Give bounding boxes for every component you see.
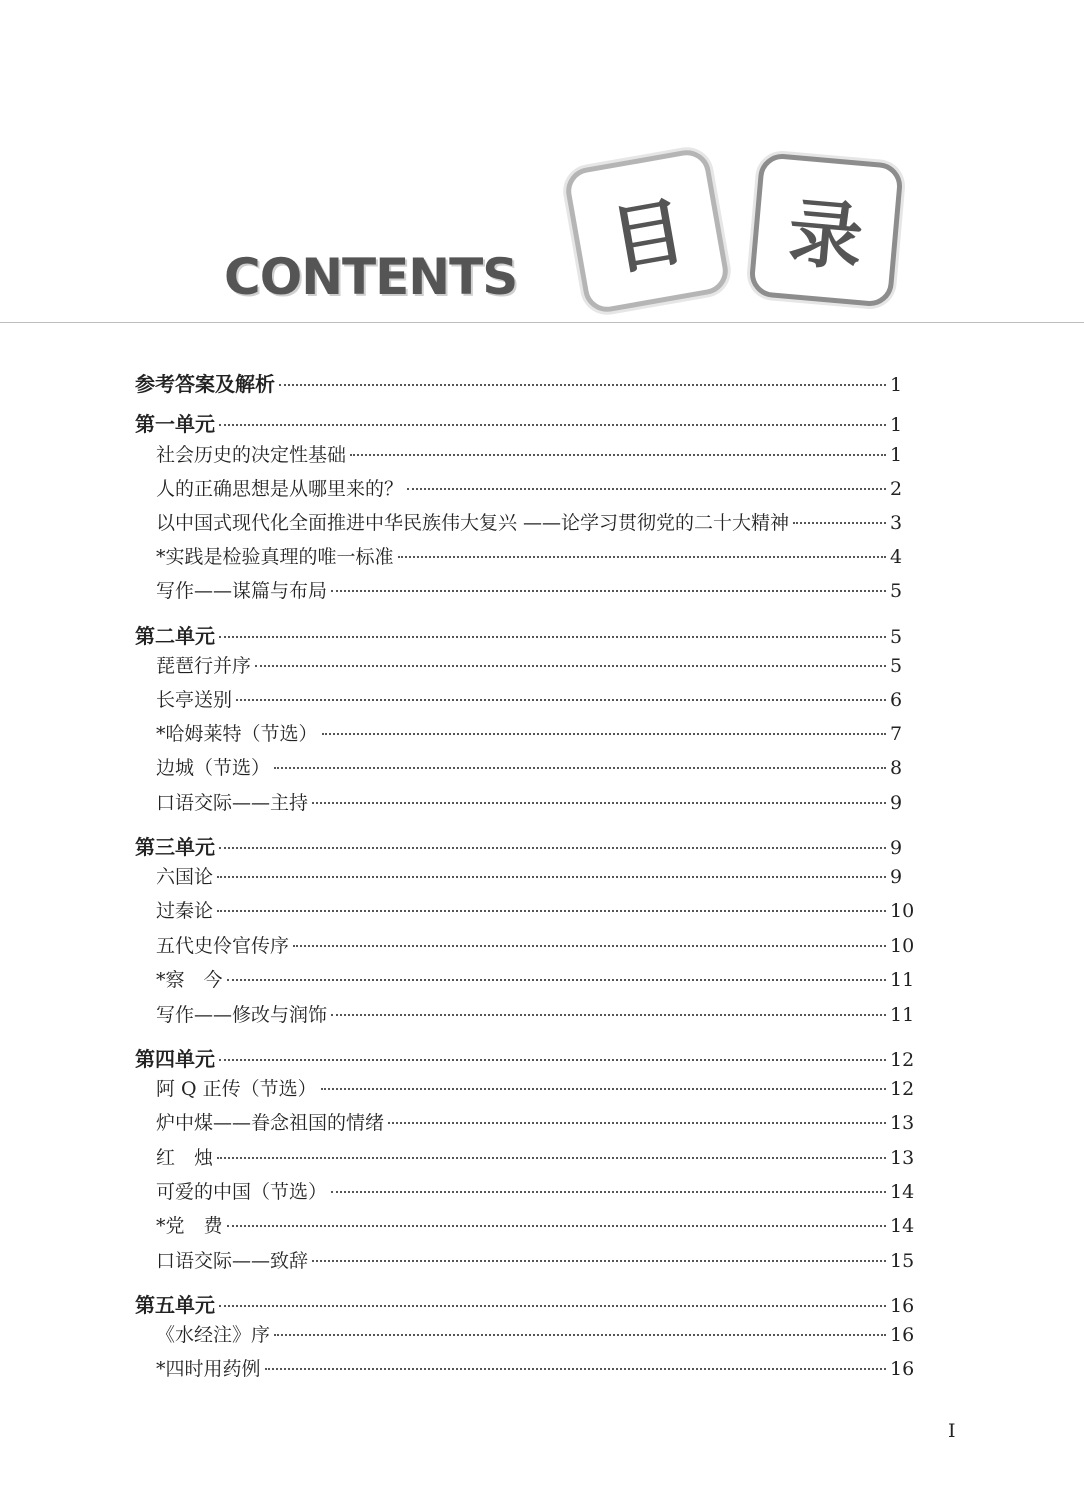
toc-entry-title: 口语交际——主持 — [156, 792, 309, 814]
toc-entry-row — [0, 508, 1084, 535]
toc-entry-title: *实践是检验真理的唯一标准 — [156, 546, 394, 568]
dot-leader — [219, 424, 886, 426]
toc-entry-title: *党 费 — [156, 1215, 223, 1237]
toc-entry-row — [0, 440, 1084, 467]
toc-entry-row — [0, 1074, 1084, 1101]
dot-leader — [217, 910, 886, 912]
toc-entry-title: 写作——修改与润饰 — [156, 1004, 328, 1026]
toc-page-number: 4 — [890, 546, 903, 568]
toc-page-number: 9 — [890, 837, 903, 859]
dot-leader — [793, 522, 886, 524]
dot-leader — [236, 699, 886, 701]
dot-leader — [217, 876, 886, 878]
dot-leader — [388, 1122, 886, 1124]
page-number: I — [948, 1420, 956, 1442]
dot-leader — [227, 1225, 886, 1227]
toc-page-number: 5 — [890, 655, 903, 677]
toc-entry-title: *察 今 — [156, 969, 223, 991]
toc-entry-row — [0, 788, 1084, 815]
toc-entry-row — [0, 474, 1084, 501]
toc-entry-row — [0, 862, 1084, 889]
dot-leader — [219, 1059, 886, 1061]
toc-entry-row — [0, 542, 1084, 569]
dot-leader — [407, 488, 886, 490]
toc-entry-row — [0, 753, 1084, 780]
toc-entry-row — [0, 1177, 1084, 1204]
toc-entry-title: 社会历史的决定性基础 — [156, 444, 347, 466]
dot-leader — [331, 1191, 886, 1193]
dot-leader — [331, 1014, 886, 1016]
toc-page-number: 3 — [890, 512, 903, 534]
toc-page-number: 11 — [890, 1004, 915, 1026]
toc-unit-row — [0, 620, 1084, 649]
toc-unit-row — [0, 1043, 1084, 1072]
toc-page-number: 9 — [890, 866, 903, 888]
toc-entry-row — [0, 685, 1084, 712]
toc-page-number: 16 — [890, 1358, 915, 1380]
toc-entry-title: 六国论 — [156, 866, 214, 888]
toc-page-number: 2 — [890, 478, 903, 500]
title-char-tile-1: 目 — [562, 146, 731, 315]
toc-page-number: 12 — [890, 1049, 915, 1071]
toc-entry-title: 口语交际——致辞 — [156, 1250, 309, 1272]
toc-page-number: 1 — [890, 414, 903, 436]
toc-page-number: 13 — [890, 1147, 915, 1169]
toc-entry-row — [0, 1354, 1084, 1381]
toc-entry-title: 《水经注》序 — [156, 1324, 271, 1346]
toc-page-number: 9 — [890, 792, 903, 814]
dot-leader — [322, 733, 886, 735]
toc-entry-row — [0, 965, 1084, 992]
toc-unit-title: 第二单元 — [135, 624, 215, 648]
dot-leader — [227, 979, 886, 981]
header-divider — [0, 322, 1084, 323]
toc-entry-title: *哈姆莱特（节选） — [156, 723, 318, 745]
toc-page-number: 6 — [890, 689, 903, 711]
toc-page-number: 11 — [890, 969, 915, 991]
toc-entry-title: 琵琶行并序 — [156, 655, 252, 677]
dot-leader — [265, 1368, 886, 1370]
toc-page-number: 8 — [890, 757, 903, 779]
dot-leader — [274, 767, 886, 769]
toc-entry-title: 阿 Q 正传（节选） — [156, 1078, 317, 1100]
toc-page-number: 15 — [890, 1250, 915, 1272]
toc-unit-row — [0, 1289, 1084, 1318]
toc-entry-row — [0, 576, 1084, 603]
toc-entry-row — [0, 931, 1084, 958]
toc-page-number: 10 — [890, 935, 915, 957]
toc-entry-row — [0, 651, 1084, 678]
toc-entry-row — [0, 1320, 1084, 1347]
toc-entry-title: 可爱的中国（节选） — [156, 1181, 328, 1203]
dot-leader — [350, 454, 886, 456]
toc-entry-row — [0, 1000, 1084, 1027]
dot-leader — [219, 1305, 886, 1307]
toc-unit-title: 第四单元 — [135, 1047, 215, 1071]
toc-entry-row — [0, 896, 1084, 923]
toc-entry-row — [0, 1246, 1084, 1273]
dot-leader — [279, 384, 886, 386]
toc-unit-title: 第五单元 — [135, 1293, 215, 1317]
title-char-tile-2: 录 — [748, 152, 904, 308]
dot-leader — [217, 1157, 886, 1159]
dot-leader — [219, 636, 886, 638]
toc-page-number: 16 — [890, 1295, 915, 1317]
toc-page-number: 14 — [890, 1215, 915, 1237]
toc-page-number: 16 — [890, 1324, 915, 1346]
toc-page-number: 12 — [890, 1078, 915, 1100]
toc-entry-title: 长亭送别 — [156, 689, 233, 711]
dot-leader — [255, 665, 886, 667]
toc-unit-title: 参考答案及解析 — [135, 372, 275, 396]
toc-entry-row — [0, 1143, 1084, 1170]
toc-page-number: 5 — [890, 580, 903, 602]
toc-entry-title: 炉中煤——眷念祖国的情绪 — [156, 1112, 385, 1134]
toc-entry-title: 过秦论 — [156, 900, 214, 922]
dot-leader — [312, 802, 886, 804]
toc-entry-title: 红 烛 — [156, 1147, 214, 1169]
dot-leader — [398, 556, 886, 558]
toc-entry-row — [0, 719, 1084, 746]
toc-unit-row — [0, 368, 1084, 397]
dot-leader — [293, 945, 886, 947]
toc-entry-title: *四时用药例 — [156, 1358, 261, 1380]
toc-page-number: 1 — [890, 374, 903, 396]
toc-entry-title: 人的正确思想是从哪里来的？ — [156, 478, 404, 500]
toc-entry-title: 边城（节选） — [156, 757, 271, 779]
dot-leader — [312, 1260, 886, 1262]
toc-page-number: 1 — [890, 444, 903, 466]
dot-leader — [219, 847, 886, 849]
dot-leader — [331, 590, 886, 592]
dot-leader — [321, 1088, 886, 1090]
toc-page-number: 13 — [890, 1112, 915, 1134]
toc-entry-row — [0, 1211, 1084, 1238]
toc-entry-title: 以中国式现代化全面推进中华民族伟大复兴 ——论学习贯彻党的二十大精神 — [156, 512, 790, 534]
toc-page-number: 7 — [890, 723, 903, 745]
toc-page-number: 10 — [890, 900, 915, 922]
dot-leader — [274, 1334, 886, 1336]
toc-page-number: 5 — [890, 626, 903, 648]
toc-unit-title: 第一单元 — [135, 412, 215, 436]
toc-unit-row — [0, 408, 1084, 437]
toc-page-number: 14 — [890, 1181, 915, 1203]
toc-unit-title: 第三单元 — [135, 835, 215, 859]
toc-entry-title: 写作——谋篇与布局 — [156, 580, 328, 602]
toc-unit-row — [0, 831, 1084, 860]
toc-entry-title: 五代史伶官传序 — [156, 935, 290, 957]
toc-entry-row — [0, 1108, 1084, 1135]
contents-heading: CONTENTS — [224, 248, 518, 306]
